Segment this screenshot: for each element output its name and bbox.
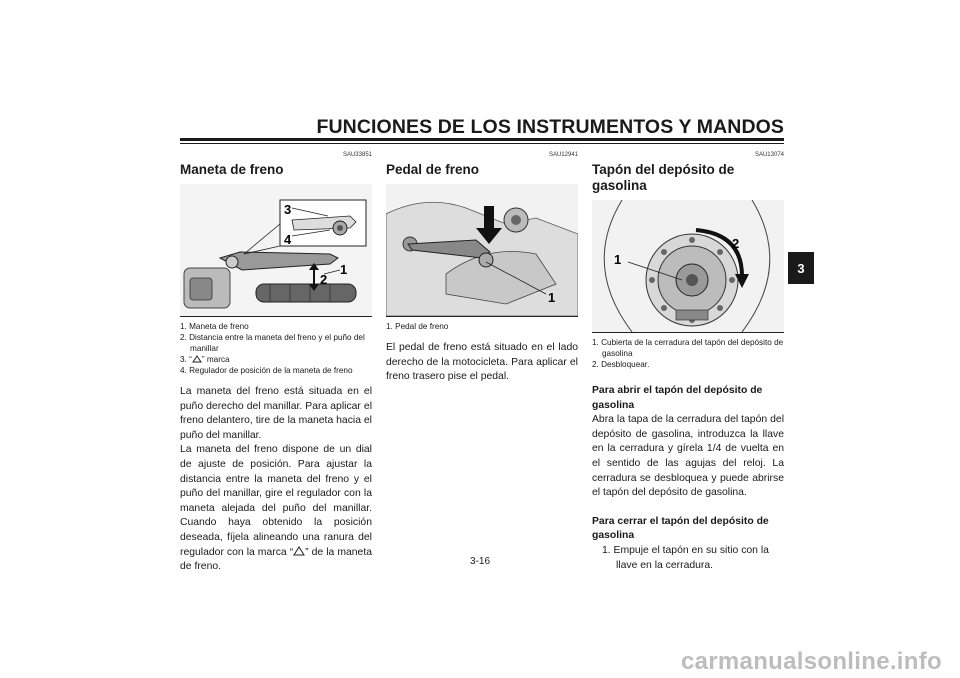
section-title: Pedal de freno — [386, 162, 480, 177]
body-text: ” de la maneta de freno. — [180, 546, 372, 573]
page-number: 3-16 — [469, 556, 490, 567]
header-rule — [180, 138, 784, 141]
subsection-title: Para cerrar el tapón del depósito de gasolina — [592, 515, 769, 542]
section-title: Tapón del depósito de gasolina — [592, 162, 735, 193]
figure-label: 3 — [284, 202, 292, 217]
brake-lever-illustration — [180, 184, 372, 316]
section-code: SAU33851 — [342, 152, 372, 158]
figure-label: 2 — [320, 272, 328, 287]
watermark: carmanualsonline.info — [680, 648, 942, 675]
brake-pedal-illustration — [386, 184, 578, 316]
caption-item: 1. Maneta de freno — [180, 322, 249, 331]
caption-item: 2. Desbloquear. — [592, 360, 650, 369]
caption-text: 3. “ — [180, 355, 192, 364]
step-item: 1. Empuje el tapón en su sitio con la llave en la cerradura. — [602, 544, 769, 571]
caption-item — [180, 354, 372, 365]
triangle-mark-icon — [293, 546, 305, 556]
fuel-cap-figure — [592, 200, 784, 333]
triangle-mark-icon — [192, 355, 202, 363]
section-brake-lever — [180, 152, 372, 575]
figure-label: 1 — [340, 262, 348, 277]
section-fuel-tank-cap — [592, 152, 784, 573]
caption-text: ” marca — [201, 355, 230, 364]
figure-label: 1 — [548, 290, 556, 305]
section-code: SAU12941 — [548, 152, 578, 158]
caption-item: 2. Distancia entre la maneta del freno y el puño del manillar — [180, 333, 365, 353]
caption-item: 4. Regulador de posición de la maneta de freno — [180, 366, 353, 375]
chapter-tab: 3 — [788, 252, 814, 284]
brake-lever-figure — [180, 184, 372, 317]
section-brake-pedal — [386, 152, 578, 385]
figure-captions — [592, 337, 784, 370]
figure-captions — [180, 321, 372, 376]
header-rule-thin — [180, 143, 784, 144]
caption-item: 1. Cubierta de la cerradura del tapón del depósito de gasolina — [592, 338, 784, 358]
page-header-title: FUNCIONES DE LOS INSTRUMENTOS Y MANDOS — [316, 116, 784, 138]
figure-label: 1 — [614, 252, 622, 267]
body-paragraph: Abra la tapa de la cerradura del tapón del depósito de gasolina, introduzca la llave en la cerradura y gírela 1/4 de vuelta en el sentido de las agujas del reloj. La cerradura se desbloquea y puede abrirse el tapón del depósito de gasolina. — [592, 414, 784, 499]
section-code: SAU13074 — [754, 152, 784, 158]
caption-item: 1. Pedal de freno — [386, 322, 449, 331]
subsection-title: Para abrir el tapón del depósito de gasolina — [592, 385, 763, 411]
fuel-cap-illustration — [592, 200, 784, 332]
figure-label: 2 — [732, 236, 740, 251]
section-title: Maneta de freno — [180, 162, 284, 177]
figure-label: 4 — [284, 232, 292, 247]
body-paragraph: La maneta del freno está situada en el puño derecho del manillar. Para aplicar el freno delantero, tire de la maneta hacia el puño del manillar. — [180, 386, 372, 441]
figure-captions — [386, 321, 578, 332]
brake-pedal-figure — [386, 184, 578, 317]
body-text: La maneta del freno dispone de un dial de ajuste de posición. Para ajustar la distancia entre la maneta del freno y el puño del manillar, gire el regulador con la maneta alejada del puño del manillar. Cuando haya obtenido la posición deseada, fíjela alineando una ranura del regulador con la marca “ — [180, 444, 372, 558]
body-paragraph: El pedal de freno está situado en el lado derecho de la motocicleta. Para aplicar el freno trasero pise el pedal. — [386, 342, 578, 383]
